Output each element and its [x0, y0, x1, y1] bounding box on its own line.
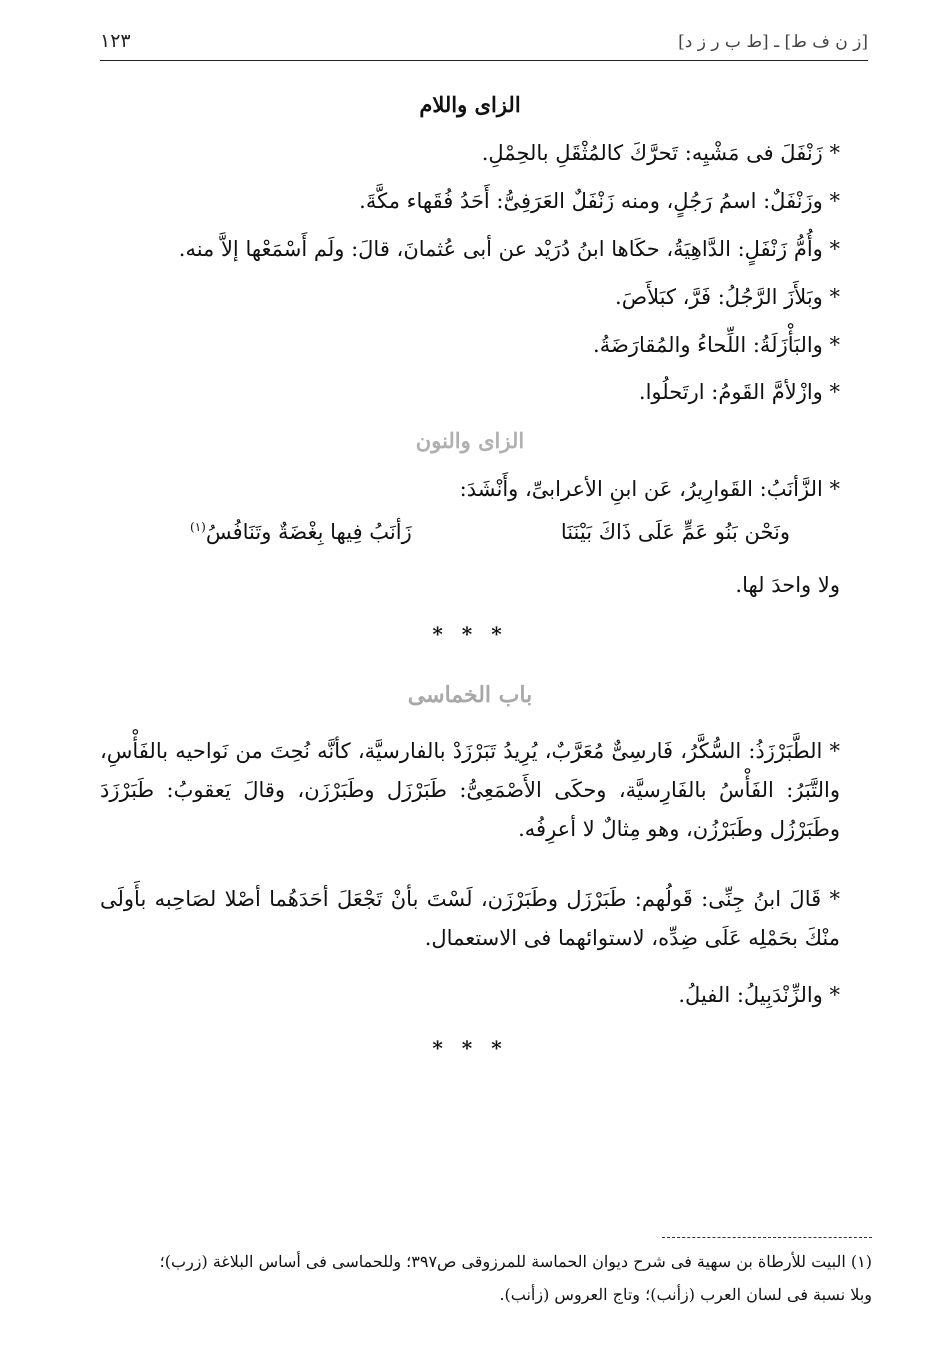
- section-separator-2: * * *: [432, 1036, 508, 1060]
- chapter-heading: باب الخماسى: [407, 682, 533, 708]
- entry-zanfal-name: * وزَنْفَلٌ: اسمُ رَجُلٍ، ومنه زَنْفَلٌ العَرَفِىُّ: أَحَدُ فُقَهاء مكَّةَ.: [359, 189, 840, 213]
- entry-izlaamma: * وازْلأمَّ القَومُ: ارتَحلُوا.: [638, 380, 840, 404]
- verse-second-text: زَأنَبُ فِيها بِغْضَةٌ وتَنَافُسُ: [205, 520, 412, 544]
- entry-umm-zanfal: * وأُمُّ زَنْفَلٍ: الدَّاهِيَةُ، حكَاها ابنُ دُرَيْد عن أبى عُثمانَ، قالَ: ولَم أَسْمَعْها إلاَّ منه.: [178, 237, 840, 261]
- entry-zanfala: * زَنْفَلَ فى مَشْيِه: تَحرَّكَ كالمُثْقَلِ بالحِمْلِ.: [481, 141, 840, 165]
- entry-balaza: * وبَلأَزَ الرَّجُلُ: فَرَّ، كبَلأَصَ.: [615, 285, 840, 309]
- footnote-rule: [662, 1237, 872, 1238]
- footnote-line-1: (١) البيت للأرطاة بن سهية فى شرح ديوان الحماسة للمرزوقى ص٣٩٧؛ وللحماسى فى أساس البلاغة (زرب)؛: [159, 1252, 872, 1271]
- entry-zaanab: * الزَّأنَبُ: القَوارِيرُ، عَن ابنِ الأعرابىِّ، وأَنْشَدَ:: [459, 477, 840, 501]
- entry-baazala: * والبَأْزَلَةُ: اللِّحاءُ والمُقارَضَةُ.: [593, 333, 840, 357]
- footnote-line-2: وبلا نسبة فى لسان العرب (زأنب)؛ وتاج العروس (زأنب).: [499, 1285, 872, 1304]
- verse-first-hemistich: ونَحْن بَنُو عَمٍّ عَلَى ذَاكَ بَيْنَنَا: [560, 520, 790, 544]
- paragraph-tabarzadh: * الطَّبَرْزَذُ: السُّكَّرُ، فَارسِىٌّ مُعَرَّبٌ، يُرِيدُ تَبَرْزَدْ بالفارسيَّة، كأنَّه نُحِتَ من نَواحيه بالفَأْسِ، والتَّبَرُ: الفَأْسُ بالفَارِسيَّة، وحكَى الأَصْمَعِىُّ: طَبَرْزَل وطَبَرْزَن، وقالَ يَعقوبُ: طَبَرْزَدَ وطَبَرْزُل وطَبَرْزُن، وهو مِثالٌ لا أعرِفُه.: [100, 739, 840, 841]
- entry-zindabil: * والزِّنْدَبِيلُ: الفيلُ.: [678, 983, 840, 1007]
- paragraph-ibn-jinni: * قَالَ ابنُ جِنِّى: قَولُهم: طَبَرْزَل وطَبَرْزَن، لَسْتَ بأنْ تَجْعَلَ أحَدَهُما أصْلا لصَاحِبه بأَولَى منْكَ بحَمْلِه عَلَى ضِدِّه، لاستوائهما فى الاستعمال.: [100, 887, 840, 950]
- footnote: [100, 1245, 872, 1311]
- footnote-reference: (١): [190, 520, 206, 534]
- header-root-range: [ز ن ف ط] ـ [ط ب ر ز د]: [678, 32, 868, 52]
- section-heading-zay-lam: الزاى واللام: [419, 92, 521, 117]
- page-number: ١٢٣: [100, 30, 131, 52]
- poetry-verse: [190, 520, 790, 552]
- section-separator-1: * * *: [432, 622, 508, 646]
- verse-second-hemistich: [190, 520, 412, 544]
- section-heading-zay-nun: الزاى والنون: [415, 428, 525, 453]
- page-header: [100, 26, 868, 61]
- entry-no-singular: ولا واحدَ لها.: [735, 573, 840, 597]
